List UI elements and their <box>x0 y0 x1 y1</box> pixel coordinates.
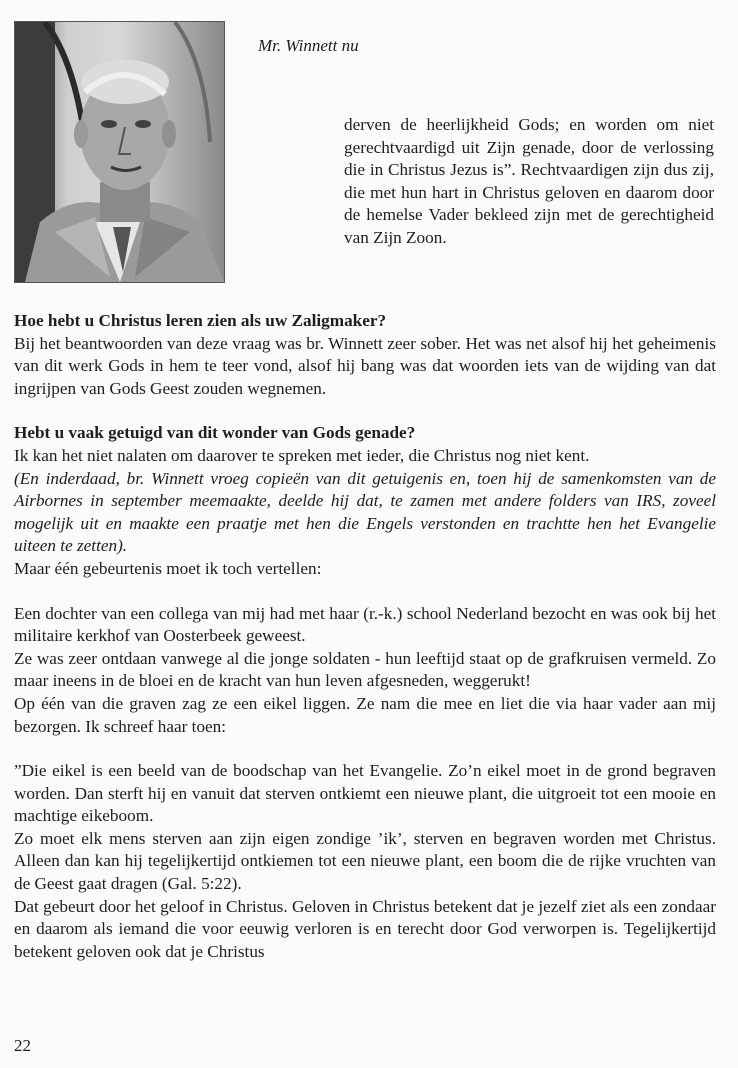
question-2-editor-note: (En inderdaad, br. Winnett vroeg copieën van dit getuigenis en, toen hij de samenkomsten van de Airbornes in september meemaakte, deelde hij dat, te zamen met andere folders van IRS, zoveel mogelijk uit en maakte een praatje met hen die Engels verstonden en trachtte hen het Evangelie uiteen te zetten). <box>14 468 716 556</box>
portrait-image <box>15 22 224 282</box>
question-2-answer: Ik kan het niet nalaten om daarover te spreken met ieder, die Christus nog niet kent. <box>14 445 590 465</box>
intro-text: derven de heerlijkheid Gods; en worden om niet gerechtvaardigd uit Zijn genade, door de verlossing die in Christus Jezus is”. Rechtvaardigen zijn dus zij, die met hun hart in Christus geloven en daarom door de hemelse Vader bekleed zijn met de gerechtigheid van Zijn Zoon. <box>344 115 714 247</box>
question-2-after: Maar één gebeurtenis moet ik toch vertellen: <box>14 558 322 578</box>
story-paragraph: Ze was zeer ontdaan vanwege al die jonge soldaten - hun leeftijd staat op de grafkruisen vermeld. Zo maar ineens in de bloei en de kracht van hun leven afgesneden, weggerukt! <box>14 648 716 691</box>
portrait-photo <box>14 21 225 283</box>
question-1-heading: Hoe hebt u Christus leren zien als uw Zaligmaker? <box>14 311 387 330</box>
story-paragraph: Op één van die graven zag ze een eikel liggen. Ze nam die mee en liet die via haar vader aan mij bezorgen. Ik schreef haar toen: <box>14 693 716 736</box>
intro-paragraph <box>344 114 714 249</box>
photo-caption: Mr. Winnett nu <box>258 36 359 55</box>
letter-paragraph: ”Die eikel is een beeld van de boodschap van het Evangelie. Zo’n eikel moet in de grond begraven worden. Dan sterft hij en vanuit dat sterven ontkiemt een nieuwe plant, die uitgroeit tot een mooie en machtige eikeboom. <box>14 761 716 826</box>
letter-paragraph: Zo moet elk mens sterven aan zijn eigen zondige ’ik’, sterven en begraven worden met Christus. Alleen dan kan hij tegelijkertijd ontkiemen tot een nieuwe plant, een boom die de rijke vruchten van de Geest gaat dragen (Gal. 5:22). <box>14 828 716 894</box>
page-number: 22 <box>14 1036 31 1055</box>
question-2-heading: Hebt u vaak getuigd van dit wonder van Gods genade? <box>14 423 416 443</box>
question-1-answer: Bij het beantwoorden van deze vraag was br. Winnett zeer sober. Het was net alsof hij het geheimenis van dit werk Gods in hem te teer vond, alsof hij bang was dat woorden iets van de wijding van dat ingrijpen van Gods Geest zouden wegnemen. <box>14 333 716 398</box>
letter-paragraph: Dat gebeurt door het geloof in Christus. Geloven in Christus betekent dat je jezelf ziet als een zondaar en daarom als iemand die voor eeuwig verloren is en terecht door God verworpen is. Tegelijkertijd betekent geloven ook dat je Christus <box>14 896 716 961</box>
story-paragraph: Een dochter van een collega van mij had met haar (r.-k.) school Nederland bezocht en was ook bij het militaire kerkhof van Oosterbeek geweest. <box>14 603 716 646</box>
main-text <box>14 310 716 963</box>
